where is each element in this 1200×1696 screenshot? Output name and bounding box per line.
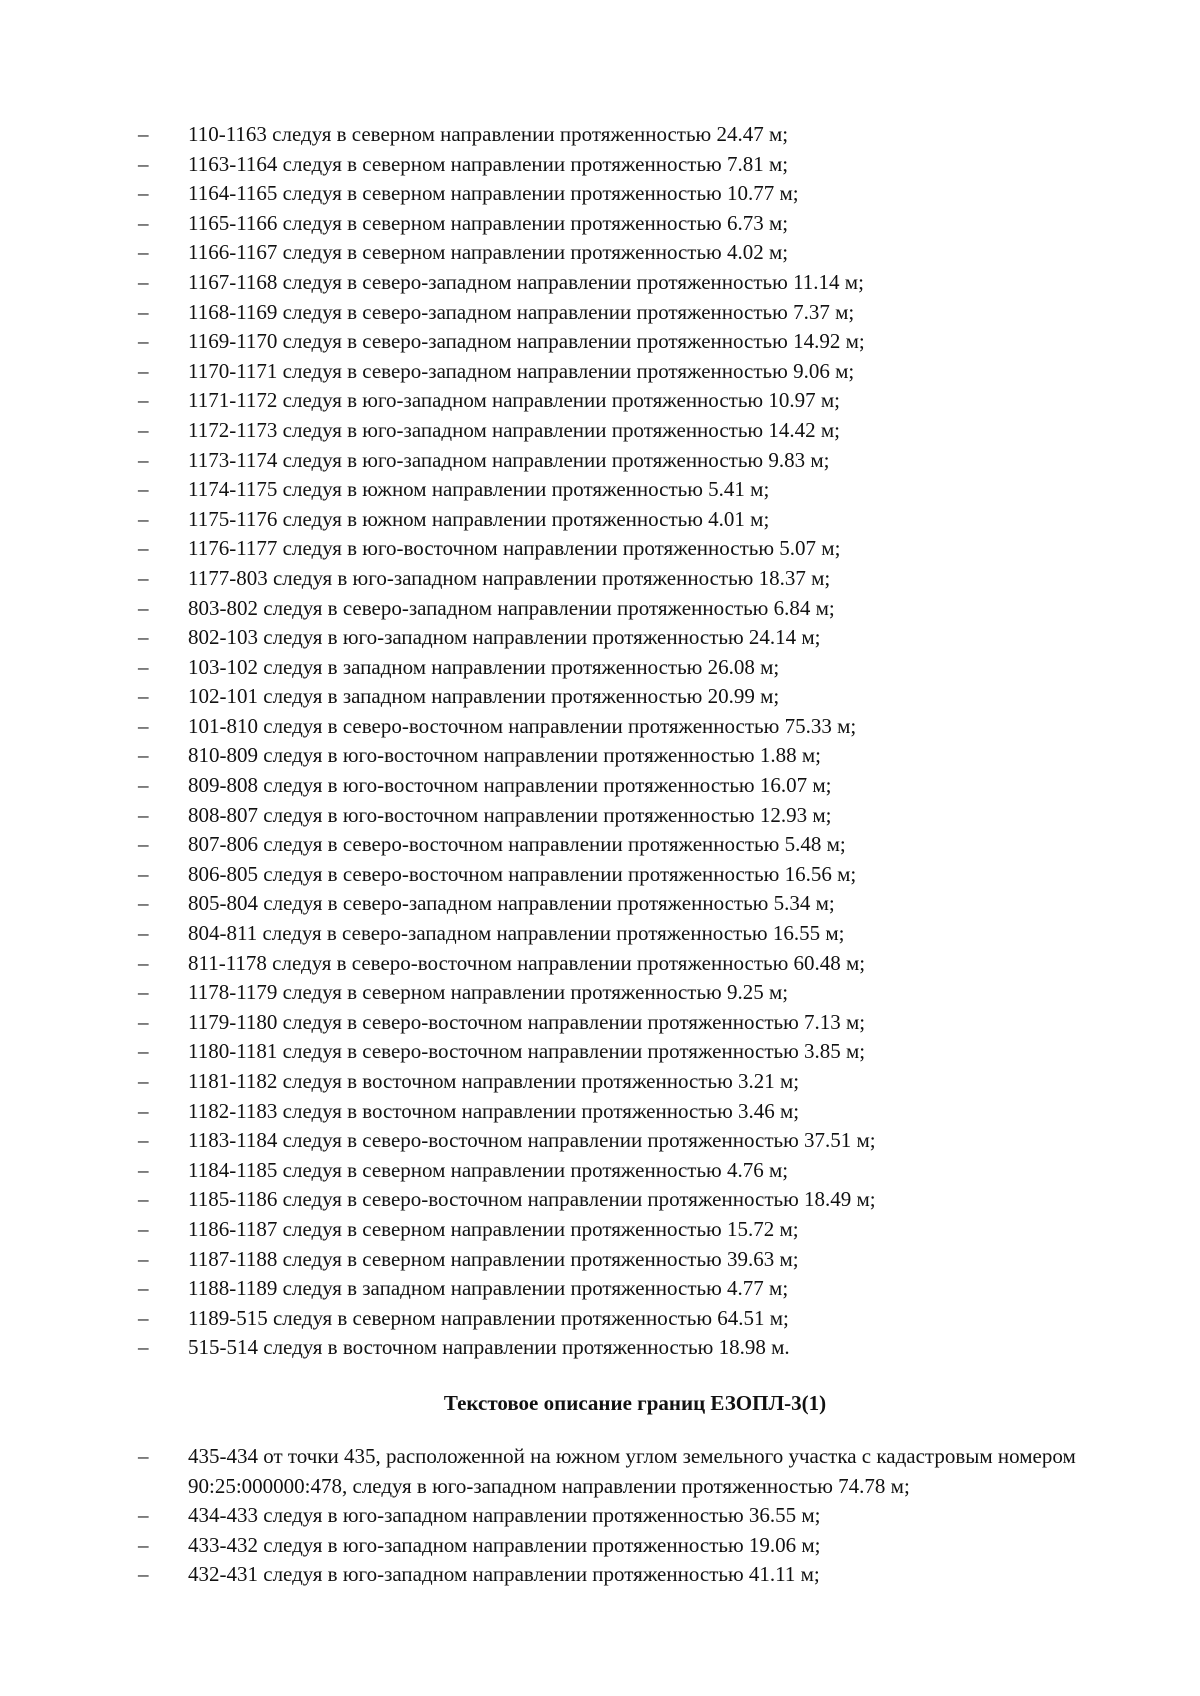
bullet-dash: – xyxy=(138,950,149,975)
list-item xyxy=(0,238,1200,268)
list-item-text: 802-103 следуя в юго-западном направлении протяженностью 24.14 м; xyxy=(188,625,821,650)
list-item-text: 1177-803 следуя в юго-западном направлении протяженностью 18.37 м; xyxy=(188,565,831,590)
list-item-text: 1188-1189 следуя в западном направлении протяженностью 4.77 м; xyxy=(188,1276,789,1301)
bullet-dash: – xyxy=(138,891,149,916)
bullet-dash: – xyxy=(138,1562,149,1587)
list-item xyxy=(0,1442,1200,1501)
list-item-text: 435-434 от точки 435, расположенной на южном углом земельного участка с кадастровым номером 90:25:000000:478, следуя в юго-западном направлении протяженностью 74.78 м; xyxy=(188,1444,1076,1498)
bullet-dash: – xyxy=(138,980,149,1005)
bullet-dash: – xyxy=(138,654,149,679)
bullet-dash: – xyxy=(138,299,149,324)
bullet-dash: – xyxy=(138,773,149,798)
list-item-text: 1179-1180 следуя в северо-восточном направлении протяженностью 7.13 м; xyxy=(188,1009,866,1034)
list-item-text: 807-806 следуя в северо-восточном направлении протяженностью 5.48 м; xyxy=(188,832,846,857)
bullet-dash: – xyxy=(138,565,149,590)
bullet-dash: – xyxy=(138,506,149,531)
list-item xyxy=(0,830,1200,860)
list-item xyxy=(0,682,1200,712)
list-item xyxy=(0,1245,1200,1275)
list-item xyxy=(0,978,1200,1008)
list-item-text: 806-805 следуя в северо-восточном направлении протяженностью 16.56 м; xyxy=(188,861,857,886)
list-item-text: 1175-1176 следуя в южном направлении протяженностью 4.01 м; xyxy=(188,506,770,531)
list-item-text: 1166-1167 следуя в северном направлении протяженностью 4.02 м; xyxy=(188,240,789,265)
list-item xyxy=(0,534,1200,564)
bullet-dash: – xyxy=(138,1305,149,1330)
bullet-dash: – xyxy=(138,477,149,502)
list-item xyxy=(0,949,1200,979)
list-item xyxy=(0,475,1200,505)
list-item-text: 101-810 следуя в северо-восточном направлении протяженностью 75.33 м; xyxy=(188,713,857,738)
list-item-text: 1174-1175 следуя в южном направлении протяженностью 5.41 м; xyxy=(188,477,770,502)
list-item-text: 1163-1164 следуя в северном направлении протяженностью 7.81 м; xyxy=(188,151,789,176)
list-item xyxy=(0,327,1200,357)
list-item-text: 1189-515 следуя в северном направлении протяженностью 64.51 м; xyxy=(188,1305,789,1330)
list-item-text: 1165-1166 следуя в северном направлении протяженностью 6.73 м; xyxy=(188,210,789,235)
list-item xyxy=(0,120,1200,150)
bullet-dash: – xyxy=(138,713,149,738)
list-item-text: 1185-1186 следуя в северо-восточном направлении протяженностью 18.49 м; xyxy=(188,1187,876,1212)
list-item-text: 1184-1185 следуя в северном направлении протяженностью 4.76 м; xyxy=(188,1157,789,1182)
list-item xyxy=(0,179,1200,209)
list-item xyxy=(0,1333,1200,1363)
list-item xyxy=(0,594,1200,624)
bullet-dash: – xyxy=(138,1069,149,1093)
list-item-text: 1180-1181 следуя в северо-восточном направлении протяженностью 3.85 м; xyxy=(188,1039,866,1064)
bullet-dash: – xyxy=(138,447,149,472)
list-item xyxy=(0,386,1200,416)
list-item xyxy=(0,564,1200,594)
list-item-text: 805-804 следуя в северо-западном направлении протяженностью 5.34 м; xyxy=(188,891,835,916)
list-item xyxy=(0,1215,1200,1245)
list-item xyxy=(0,1126,1200,1156)
list-item xyxy=(0,446,1200,476)
list-item xyxy=(0,919,1200,949)
boundary-list-main xyxy=(0,120,1200,1363)
bullet-dash: – xyxy=(138,861,149,886)
list-item xyxy=(0,1037,1200,1067)
list-item-text: 1164-1165 следуя в северном направлении протяженностью 10.77 м; xyxy=(188,181,799,206)
bullet-dash: – xyxy=(138,388,149,413)
section-heading: Текстовое описание границ ЕЗОПЛ-3(1) xyxy=(443,1391,827,1415)
list-item xyxy=(0,1067,1200,1097)
bullet-dash: – xyxy=(138,151,149,176)
list-item xyxy=(0,771,1200,801)
list-item-text: 1176-1177 следуя в юго-восточном направлении протяженностью 5.07 м; xyxy=(188,536,841,561)
bullet-dash: – xyxy=(138,240,149,265)
boundary-list-ezopl xyxy=(0,1442,1200,1590)
list-item xyxy=(0,1531,1200,1561)
list-item-text: 1181-1182 следуя в восточном направлении протяженностью 3.21 м; xyxy=(188,1069,800,1093)
list-item xyxy=(0,623,1200,653)
list-item-text: 102-101 следуя в западном направлении протяженностью 20.99 м; xyxy=(188,684,780,709)
bullet-dash: – xyxy=(138,1246,149,1271)
list-item-text: 432-431 следуя в юго-западном направлении протяженностью 41.11 м; xyxy=(188,1562,820,1587)
bullet-dash: – xyxy=(138,1187,149,1212)
list-item xyxy=(0,1156,1200,1186)
bullet-dash: – xyxy=(138,1128,149,1153)
bullet-dash: – xyxy=(138,1335,149,1360)
bullet-dash: – xyxy=(138,536,149,561)
bullet-dash: – xyxy=(138,1098,149,1123)
bullet-dash: – xyxy=(138,269,149,294)
list-item-text: 434-433 следуя в юго-западном направлении протяженностью 36.55 м; xyxy=(188,1503,821,1528)
bullet-dash: – xyxy=(138,1039,149,1064)
list-item-text: 110-1163 следуя в северном направлении протяженностью 24.47 м; xyxy=(188,122,789,146)
list-item xyxy=(0,860,1200,890)
list-item-text: 1171-1172 следуя в юго-западном направлении протяженностью 10.97 м; xyxy=(188,388,840,413)
bullet-dash: – xyxy=(138,181,149,206)
bullet-dash: – xyxy=(138,417,149,442)
list-item xyxy=(0,1501,1200,1531)
list-item xyxy=(0,653,1200,683)
list-item-text: 810-809 следуя в юго-восточном направлении протяженностью 1.88 м; xyxy=(188,743,821,768)
list-item xyxy=(0,209,1200,239)
list-item xyxy=(0,150,1200,180)
bullet-dash: – xyxy=(138,921,149,946)
list-item-text: 515-514 следуя в восточном направлении протяженностью 18.98 м. xyxy=(188,1335,790,1360)
list-item-text: 808-807 следуя в юго-восточном направлении протяженностью 12.93 м; xyxy=(188,802,832,827)
bullet-dash: – xyxy=(138,329,149,354)
bullet-dash: – xyxy=(138,358,149,383)
bullet-dash: – xyxy=(138,684,149,709)
bullet-dash: – xyxy=(138,1532,149,1557)
list-item-text: 1169-1170 следуя в северо-западном направлении протяженностью 14.92 м; xyxy=(188,329,865,354)
list-item xyxy=(0,741,1200,771)
bullet-dash: – xyxy=(138,1444,149,1468)
bullet-dash: – xyxy=(138,625,149,650)
list-item xyxy=(0,1304,1200,1334)
list-item-text: 809-808 следуя в юго-восточном направлении протяженностью 16.07 м; xyxy=(188,773,832,798)
bullet-dash: – xyxy=(138,743,149,768)
list-item-text: 1178-1179 следуя в северном направлении протяженностью 9.25 м; xyxy=(188,980,789,1005)
list-item xyxy=(0,1008,1200,1038)
list-item xyxy=(0,268,1200,298)
list-item xyxy=(0,1274,1200,1304)
list-item xyxy=(0,298,1200,328)
list-item-text: 1173-1174 следуя в юго-западном направлении протяженностью 9.83 м; xyxy=(188,447,830,472)
list-item xyxy=(0,889,1200,919)
list-item xyxy=(0,357,1200,387)
list-item-text: 1183-1184 следуя в северо-восточном направлении протяженностью 37.51 м; xyxy=(188,1128,876,1153)
bullet-dash: – xyxy=(138,595,149,620)
list-item-text: 1168-1169 следуя в северо-западном направлении протяженностью 7.37 м; xyxy=(188,299,855,324)
list-item xyxy=(0,1560,1200,1590)
list-item-text: 433-432 следуя в юго-западном направлении протяженностью 19.06 м; xyxy=(188,1532,821,1557)
list-item-text: 1187-1188 следуя в северном направлении протяженностью 39.63 м; xyxy=(188,1246,799,1271)
list-item xyxy=(0,1185,1200,1215)
bullet-dash: – xyxy=(138,210,149,235)
list-item xyxy=(0,1097,1200,1127)
bullet-dash: – xyxy=(138,1503,149,1528)
bullet-dash: – xyxy=(138,1157,149,1182)
bullet-dash: – xyxy=(138,1276,149,1301)
list-item-text: 1182-1183 следуя в восточном направлении протяженностью 3.46 м; xyxy=(188,1098,800,1123)
list-item-text: 1170-1171 следуя в северо-западном направлении протяженностью 9.06 м; xyxy=(188,358,855,383)
list-item-text: 103-102 следуя в западном направлении протяженностью 26.08 м; xyxy=(188,654,780,679)
bullet-dash: – xyxy=(138,832,149,857)
bullet-dash: – xyxy=(138,1216,149,1241)
list-item-text: 811-1178 следуя в северо-восточном направлении протяженностью 60.48 м; xyxy=(188,950,866,975)
list-item-text: 804-811 следуя в северо-западном направлении протяженностью 16.55 м; xyxy=(188,921,845,946)
list-item xyxy=(0,801,1200,831)
list-item-text: 1167-1168 следуя в северо-западном направлении протяженностью 11.14 м; xyxy=(188,269,864,294)
list-item-text: 803-802 следуя в северо-западном направлении протяженностью 6.84 м; xyxy=(188,595,835,620)
bullet-dash: – xyxy=(138,122,149,146)
list-item xyxy=(0,712,1200,742)
bullet-dash: – xyxy=(138,802,149,827)
list-item-text: 1172-1173 следуя в юго-западном направлении протяженностью 14.42 м; xyxy=(188,417,840,442)
list-item xyxy=(0,505,1200,535)
list-item xyxy=(0,416,1200,446)
bullet-dash: – xyxy=(138,1009,149,1034)
list-item-text: 1186-1187 следуя в северном направлении протяженностью 15.72 м; xyxy=(188,1216,799,1241)
